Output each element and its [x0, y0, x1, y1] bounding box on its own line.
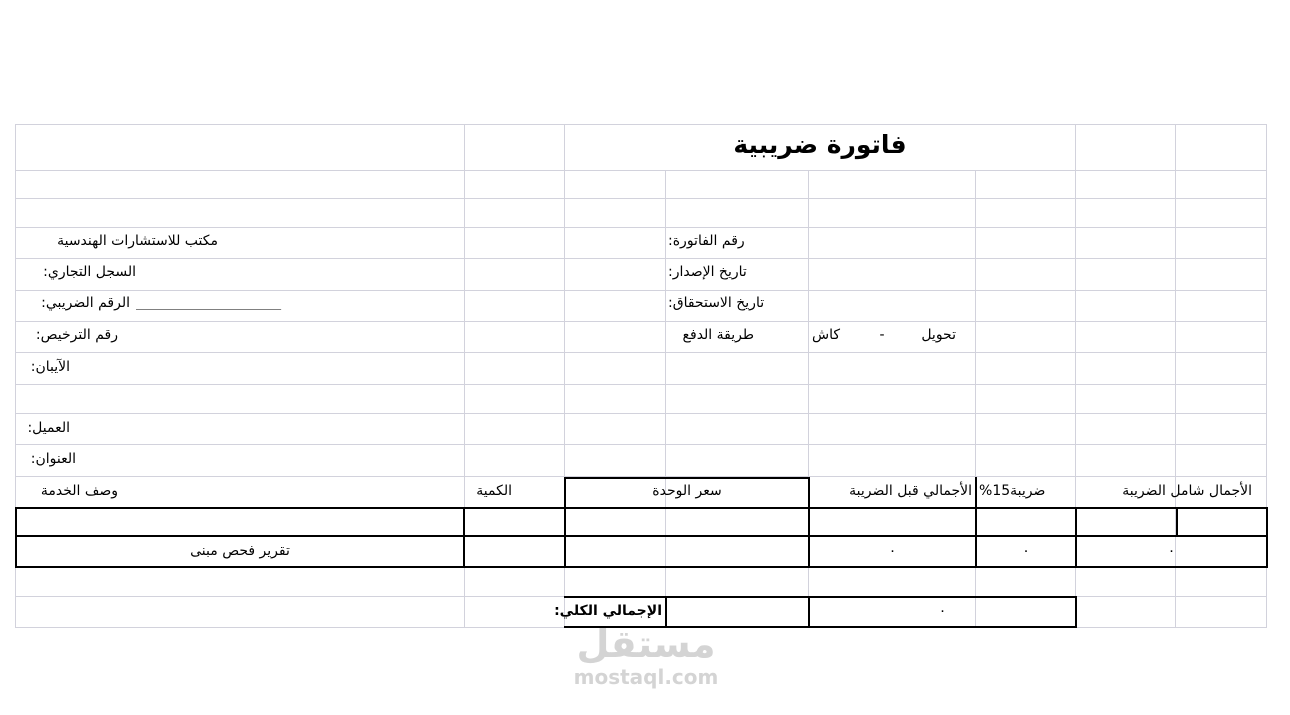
grid-line — [15, 444, 1267, 445]
border-line — [564, 477, 809, 479]
mostaql-watermark — [566, 622, 726, 689]
header-total-with-tax: الأجمال شامل الضريبة — [1122, 483, 1252, 499]
header-total-before-tax: الأجمالي قبل الضريبة — [849, 483, 972, 499]
grid-line — [15, 413, 1267, 414]
commercial-register-label: :السجل التجاري — [43, 264, 136, 280]
border-line — [15, 566, 1267, 568]
row-total-with-tax: ٠ — [1167, 543, 1176, 559]
border-line — [1075, 507, 1077, 568]
border-line — [463, 507, 465, 568]
grid-line — [15, 198, 1267, 199]
payment-option-transfer: تحويل — [921, 327, 956, 343]
grid-line — [15, 352, 1267, 353]
grid-line — [15, 170, 1267, 171]
watermark-latin: mostaql.com — [573, 665, 719, 689]
border-line — [1176, 507, 1178, 537]
header-service-description: وصف الخدمة — [40, 483, 118, 499]
address-label: :العنوان — [30, 451, 76, 467]
tax-number-label: :الرقم الضريبي — [41, 295, 130, 311]
border-line — [564, 596, 1077, 598]
grid-line — [15, 384, 1267, 385]
grid-line — [15, 227, 1267, 228]
border-line — [15, 507, 1267, 509]
license-number-label: :رقم الترخيص — [35, 327, 118, 343]
issue-date-label: :تاريخ الإصدار — [668, 264, 747, 280]
border-line — [1266, 507, 1268, 568]
grid-line — [15, 258, 1267, 259]
grand-total-label: :الإجمالي الكلي — [554, 603, 662, 619]
watermark-arabic: مستقل — [576, 622, 716, 666]
grid-line — [15, 321, 1267, 322]
row-total-before-tax: ٠ — [888, 543, 897, 559]
company-name: مكتب للاستشارات الهندسية — [57, 233, 218, 249]
payment-method-label: طريقة الدفع — [682, 327, 754, 343]
header-unit-price: سعر الوحدة — [652, 483, 722, 499]
iban-label: :الآيبان — [30, 359, 70, 375]
invoice-number-label: :رقم الفاتورة — [668, 233, 745, 249]
invoice-title: فاتورة ضريبية — [733, 130, 907, 159]
tax-number-blank: ________________________ — [136, 296, 280, 310]
border-line — [15, 535, 1267, 537]
client-label: :العميل — [27, 420, 70, 436]
border-line — [15, 507, 17, 568]
header-quantity: الكمية — [476, 483, 512, 499]
grid-line — [15, 124, 1267, 125]
row-tax: ٠ — [1022, 543, 1030, 559]
grid-line — [15, 290, 1267, 291]
header-tax-15: %ضريبة15 — [979, 483, 1046, 499]
payment-separator: - — [879, 327, 885, 343]
payment-option-cash: كاش — [812, 327, 841, 343]
row-service: تقرير فحص مبنى — [190, 543, 290, 559]
border-line — [1075, 596, 1077, 628]
grid-line — [665, 170, 666, 628]
grand-total-value: ٠ — [938, 603, 947, 619]
due-date-label: :تاريخ الاستحقاق — [668, 295, 765, 311]
